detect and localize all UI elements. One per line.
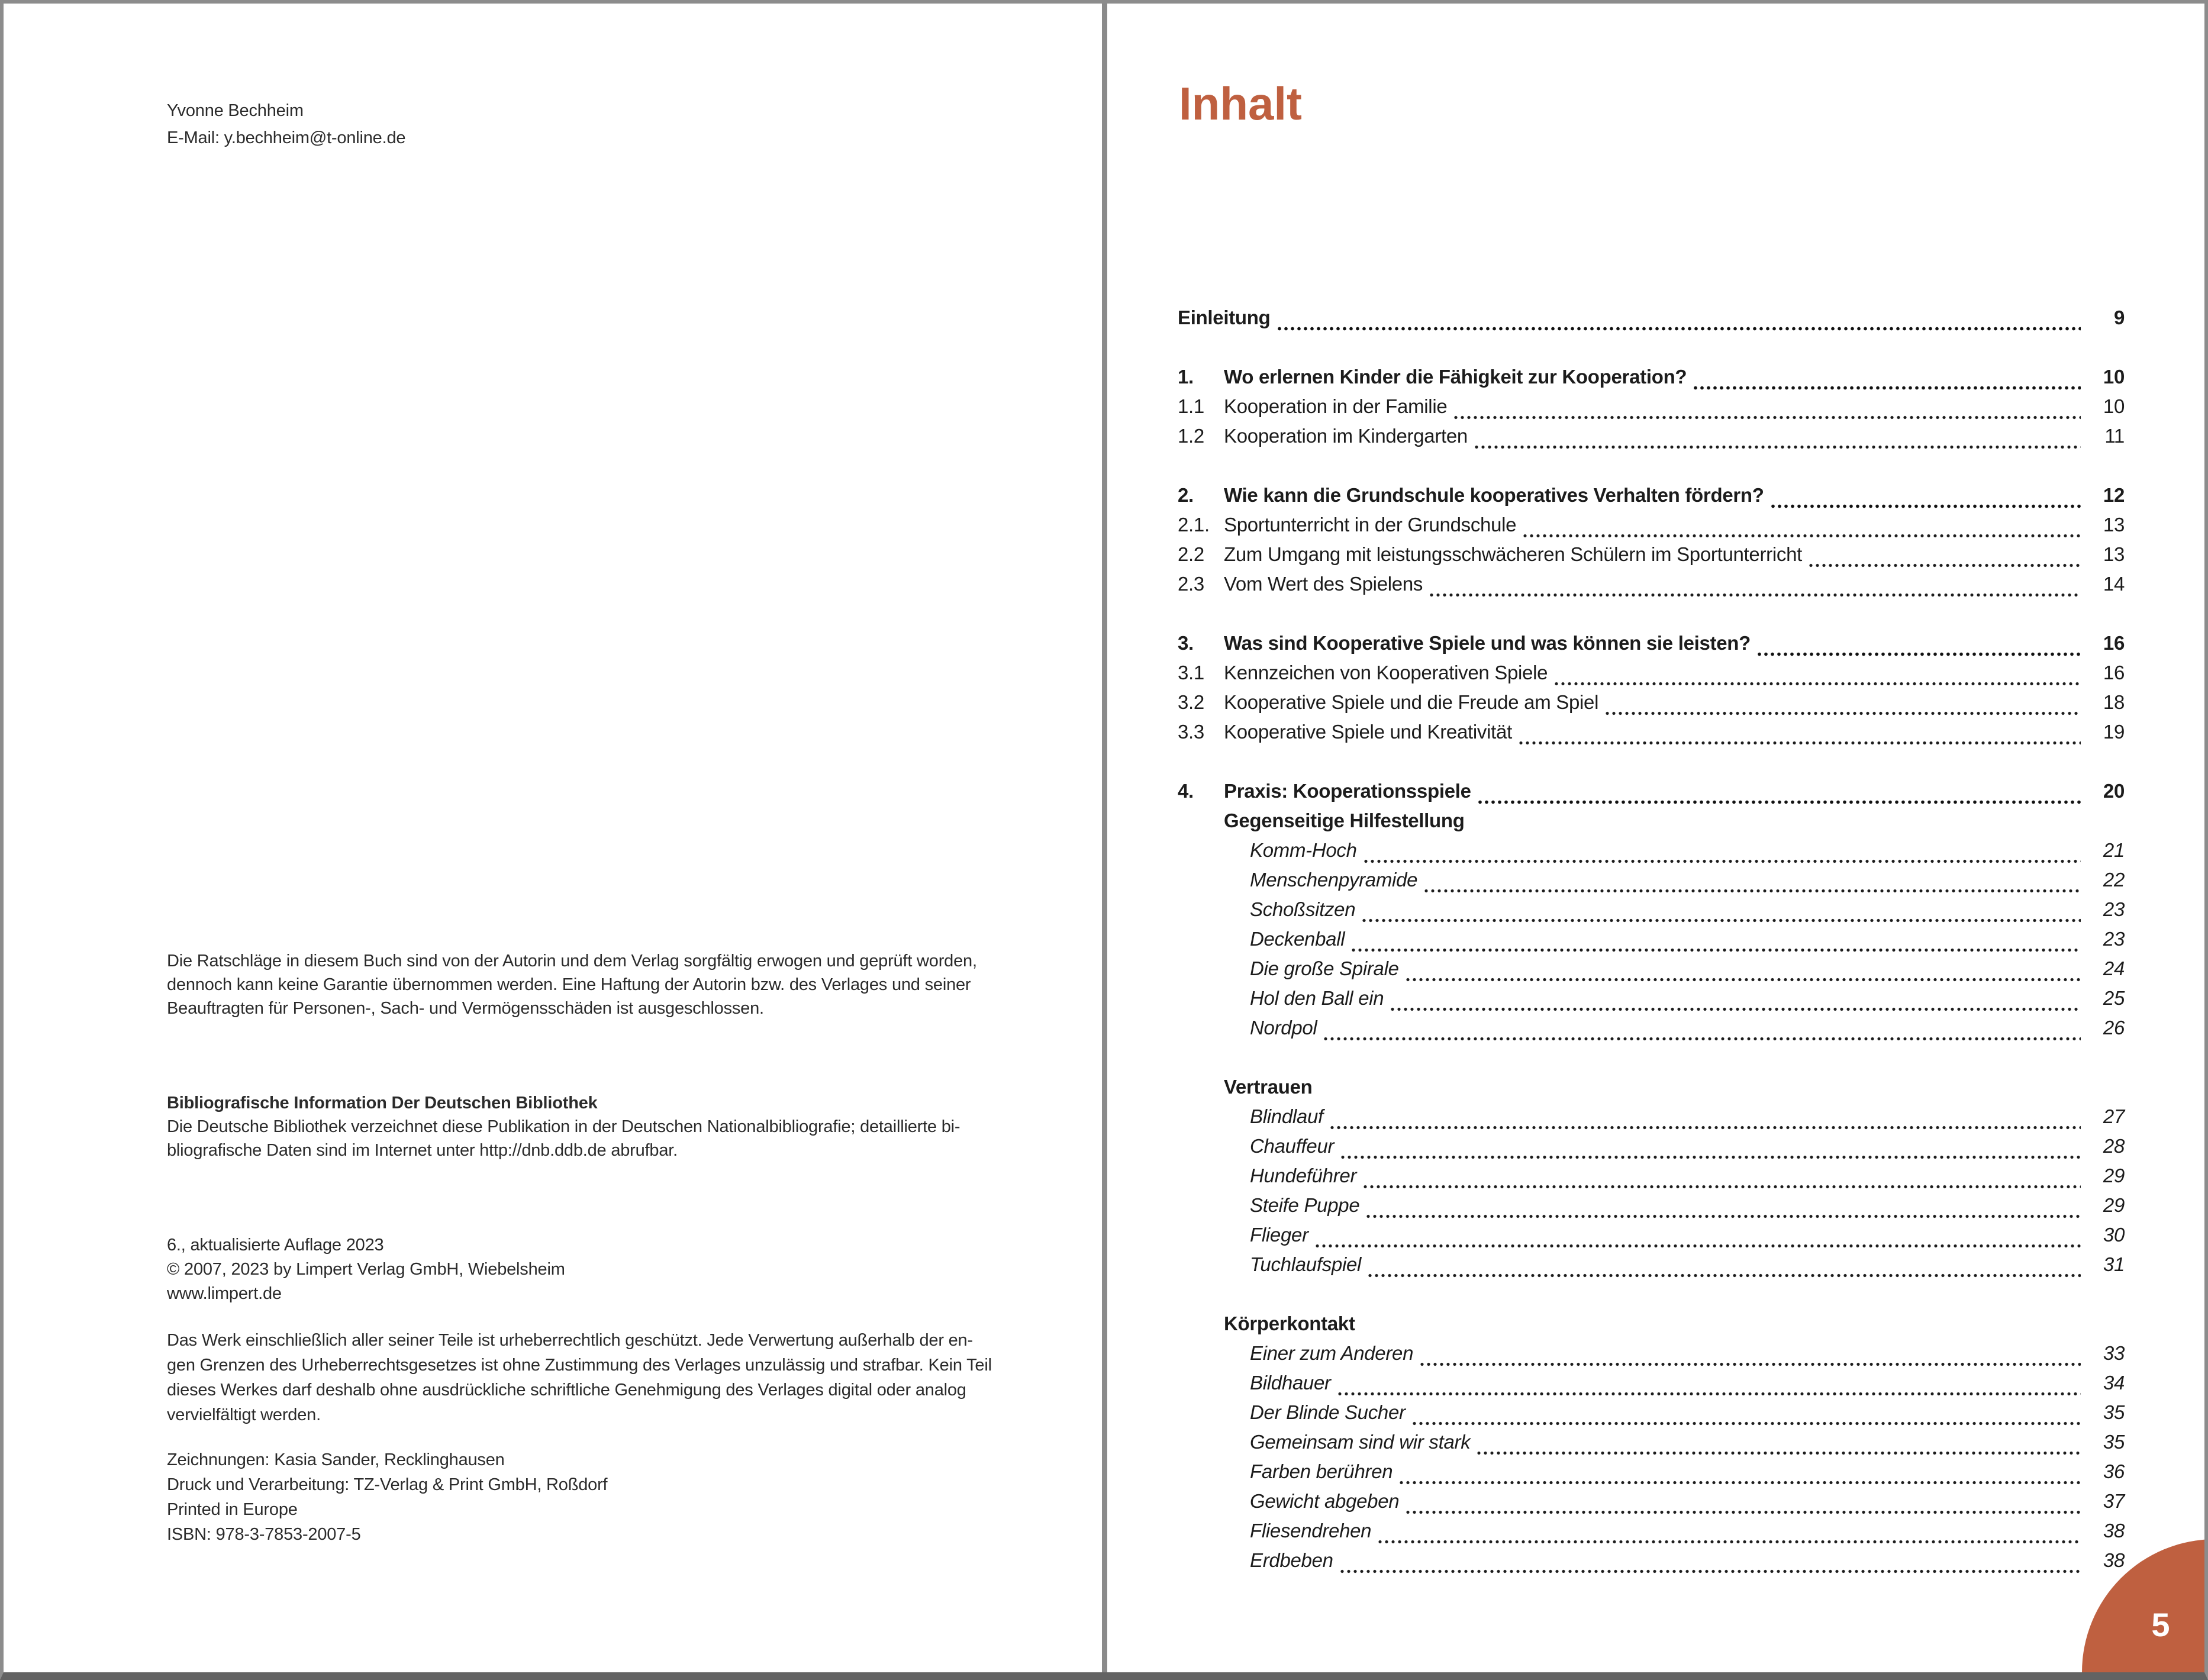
dotted-leader	[1330, 1126, 2081, 1130]
toc-entry	[1178, 573, 2125, 602]
toc-entry-page: 34	[2103, 1372, 2125, 1394]
dotted-leader	[1606, 711, 2081, 715]
toc-entry-label: Hol den Ball ein	[1250, 987, 1384, 1009]
toc-entry-page: 13	[2103, 514, 2125, 536]
toc-entry	[1178, 1490, 2125, 1520]
text-line: www.limpert.de	[167, 1284, 282, 1303]
toc-entry-page: 19	[2103, 721, 2125, 743]
toc-entry-label: Blindlauf	[1250, 1105, 1323, 1127]
toc-entry-page: 23	[2103, 928, 2125, 950]
toc-entry	[1178, 1194, 2125, 1224]
toc-entry	[1178, 1372, 2125, 1401]
toc-entry-number: 2.2	[1178, 543, 1204, 565]
toc-subheading	[1178, 810, 2125, 839]
toc-entry	[1178, 484, 2125, 514]
dotted-leader	[1519, 741, 2081, 745]
dotted-leader	[1364, 1185, 2081, 1189]
toc-entry-label: Wie kann die Grundschule kooperatives Verhalten fördern?	[1224, 484, 1764, 506]
toc-entry-label: Steife Puppe	[1250, 1194, 1360, 1216]
dotted-leader	[1316, 1244, 2081, 1248]
toc-entry-number: 3.3	[1178, 721, 1204, 743]
toc-entry-label: Vom Wert des Spielens	[1224, 573, 1423, 595]
toc-entry	[1178, 1549, 2125, 1579]
table-of-contents-page	[1107, 4, 2204, 1672]
toc-entry-page: 22	[2103, 869, 2125, 891]
toc-entry	[1178, 425, 2125, 454]
toc-entry-label: Gewicht abgeben	[1250, 1490, 1400, 1512]
toc-entry-label: Wo erlernen Kinder die Fähigkeit zur Kooperation?	[1224, 366, 1687, 388]
dotted-leader	[1477, 1451, 2081, 1455]
toc-entry-number: 1.2	[1178, 425, 1204, 447]
toc-entry-label: Die große Spirale	[1250, 957, 1399, 979]
dotted-leader	[1340, 1569, 2081, 1573]
text-line: Die Ratschläge in diesem Buch sind von der Autorin und dem Verlag sorgfältig erwogen und geprüft worden,	[167, 952, 977, 970]
dotted-leader	[1406, 1510, 2081, 1514]
toc-entry-page: 14	[2103, 573, 2125, 595]
toc-subheading	[1178, 1313, 2125, 1342]
imprint-page	[4, 4, 1102, 1672]
dotted-leader	[1406, 978, 2081, 982]
toc-entry-page: 30	[2103, 1224, 2125, 1246]
page-number: 5	[2151, 1606, 2170, 1643]
dotted-leader	[1424, 889, 2081, 893]
toc-entry	[1178, 1135, 2125, 1165]
toc-entry-label: Fliesendrehen	[1250, 1520, 1372, 1542]
toc-entry-number: 2.3	[1178, 573, 1204, 595]
toc-entry-label: Kennzeichen von Kooperativen Spiele	[1224, 662, 1548, 683]
toc-entry-page: 38	[2103, 1549, 2125, 1571]
dotted-leader	[1338, 1392, 2081, 1396]
toc-entry-number: 3.1	[1178, 662, 1204, 683]
toc-entry	[1178, 1253, 2125, 1283]
dotted-leader	[1809, 563, 2081, 567]
page-gutter-divider	[1102, 4, 1107, 1672]
toc-entry-label: Bildhauer	[1250, 1372, 1331, 1394]
toc-entry	[1178, 1105, 2125, 1135]
toc-entry	[1178, 928, 2125, 957]
toc-entry-page: 16	[2103, 632, 2125, 654]
toc-entry-page: 11	[2104, 425, 2125, 447]
bibliographic-heading: Bibliografische Information Der Deutschen Bibliothek	[167, 1094, 598, 1113]
toc-entry	[1178, 1431, 2125, 1460]
toc-entry-label: Chauffeur	[1250, 1135, 1335, 1157]
toc-entry	[1178, 366, 2125, 395]
dotted-leader	[1523, 534, 2081, 538]
text-line: © 2007, 2023 by Limpert Verlag GmbH, Wiebelsheim	[167, 1260, 565, 1279]
toc-entry-number: 3.	[1178, 632, 1194, 654]
toc-entry-number: 1.	[1178, 366, 1194, 388]
dotted-leader	[1324, 1037, 2081, 1041]
toc-subheading	[1178, 1076, 2125, 1105]
toc-entry-label: Kooperative Spiele und die Freude am Spiel	[1224, 691, 1599, 713]
toc-entry-label: Praxis: Kooperationsspiele	[1224, 780, 1471, 802]
toc-entry-label: Einer zum Anderen	[1250, 1342, 1414, 1364]
toc-entry	[1178, 632, 2125, 662]
toc-entry-page: 29	[2103, 1194, 2125, 1216]
toc-entry-page: 10	[2103, 366, 2125, 388]
toc-entry-page: 10	[2103, 395, 2125, 417]
toc-entry-label: Tuchlaufspiel	[1250, 1253, 1362, 1275]
toc-entry-page: 35	[2103, 1431, 2125, 1453]
text-line: dieses Werkes darf deshalb ohne ausdrückliche schriftliche Genehmigung des Verlages digital oder analog	[167, 1381, 966, 1400]
toc-entry-page: 29	[2103, 1165, 2125, 1186]
toc-entry	[1178, 839, 2125, 869]
text-line: E-Mail: y.bechheim@t-online.de	[167, 128, 406, 147]
toc-entry	[1178, 662, 2125, 691]
toc-entry-number: 3.2	[1178, 691, 1204, 713]
toc-entry	[1178, 1224, 2125, 1253]
dotted-leader	[1378, 1540, 2081, 1544]
toc-entry	[1178, 1401, 2125, 1431]
toc-entry-label: Was sind Kooperative Spiele und was können sie leisten?	[1224, 632, 1751, 654]
toc-list	[1178, 307, 2125, 1579]
dotted-leader	[1278, 327, 2081, 331]
toc-entry-page: 25	[2103, 987, 2125, 1009]
toc-entry-page: 12	[2103, 484, 2125, 506]
toc-entry-page: 31	[2103, 1253, 2125, 1275]
text-line: Beauftragten für Personen-, Sach- und Vermögensschäden ist ausgeschlossen.	[167, 999, 764, 1018]
toc-entry-label: Hundeführer	[1250, 1165, 1357, 1186]
text-line: Printed in Europe	[167, 1500, 298, 1519]
toc-entry-label: Kooperative Spiele und Kreativität	[1224, 721, 1512, 743]
toc-subheading-label: Vertrauen	[1224, 1076, 1313, 1098]
dotted-leader	[1352, 948, 2081, 952]
dotted-leader	[1555, 682, 2081, 686]
toc-entry	[1178, 307, 2125, 336]
toc-entry-page: 23	[2103, 898, 2125, 920]
toc-entry-number: 2.1.	[1178, 514, 1210, 536]
disclaimer-paragraph	[167, 949, 977, 1020]
toc-entry	[1178, 1165, 2125, 1194]
toc-entry	[1178, 869, 2125, 898]
toc-entry-page: 21	[2103, 839, 2125, 861]
toc-entry-page: 37	[2103, 1490, 2125, 1512]
toc-entry	[1178, 543, 2125, 573]
dotted-leader	[1454, 415, 2081, 420]
dotted-leader	[1475, 445, 2081, 449]
toc-entry	[1178, 898, 2125, 928]
text-line: bliografische Daten sind im Internet unter http://dnb.ddb.de abrufbar.	[167, 1141, 678, 1160]
text-line: Das Werk einschließlich aller seiner Teile ist urheberrechtlich geschützt. Jede Verwertung außerhalb der en-	[167, 1331, 973, 1350]
toc-entry-label: Der Blinde Sucher	[1250, 1401, 1406, 1423]
toc-entry-label: Nordpol	[1250, 1017, 1317, 1039]
toc-entry-label: Kooperation im Kindergarten	[1224, 425, 1468, 447]
dotted-leader	[1341, 1155, 2081, 1159]
dotted-leader	[1391, 1007, 2081, 1011]
dotted-leader	[1478, 800, 2081, 804]
toc-subheading-label: Gegenseitige Hilfestellung	[1224, 810, 1465, 831]
toc-entry-page: 35	[2103, 1401, 2125, 1423]
dotted-leader	[1368, 1273, 2081, 1278]
toc-entry-label: Erdbeben	[1250, 1549, 1333, 1571]
toc-subheading-label: Körperkontakt	[1224, 1313, 1355, 1334]
toc-entry	[1178, 1017, 2125, 1046]
author-contact-block	[167, 97, 405, 151]
dotted-leader	[1771, 504, 2081, 508]
toc-entry-label: Deckenball	[1250, 928, 1345, 950]
toc-entry-page: 13	[2103, 543, 2125, 565]
dotted-leader	[1420, 1362, 2081, 1366]
bibliographic-info-block	[167, 1091, 960, 1162]
toc-entry-number: 4.	[1178, 780, 1194, 802]
text-line: dennoch kann keine Garantie übernommen werden. Eine Haftung der Autorin bzw. des Verlages und seiner	[167, 975, 971, 994]
toc-entry	[1178, 957, 2125, 987]
toc-entry-page: 36	[2103, 1460, 2125, 1482]
text-line: 6., aktualisierte Auflage 2023	[167, 1236, 384, 1255]
dotted-leader	[1364, 859, 2081, 863]
toc-entry-label: Menschenpyramide	[1250, 869, 1418, 891]
toc-entry-page: 38	[2103, 1520, 2125, 1542]
toc-entry-page: 28	[2103, 1135, 2125, 1157]
dotted-leader	[1694, 386, 2081, 390]
toc-entry-page: 16	[2103, 662, 2125, 683]
page-title: Inhalt	[1179, 78, 1302, 130]
edition-copyright-block	[167, 1233, 565, 1306]
text-line: gen Grenzen des Urheberrechtsgesetzes ist ohne Zustimmung des Verlages unzulässig und strafbar. Kein Teil	[167, 1356, 992, 1375]
production-isbn-block	[167, 1447, 607, 1547]
toc-entry-label: Sportunterricht in der Grundschule	[1224, 514, 1517, 536]
bibliographic-text	[167, 1115, 960, 1162]
text-line: Zeichnungen: Kasia Sander, Recklinghausen	[167, 1450, 505, 1469]
dotted-leader	[1362, 918, 2081, 923]
text-line: Yvonne Bechheim	[167, 101, 304, 120]
toc-entry	[1178, 691, 2125, 721]
dotted-leader	[1366, 1214, 2081, 1218]
toc-entry	[1178, 987, 2125, 1017]
dotted-leader	[1758, 652, 2081, 656]
toc-entry-page: 24	[2103, 957, 2125, 979]
text-line: Druck und Verarbeitung: TZ-Verlag & Print GmbH, Roßdorf	[167, 1475, 608, 1494]
toc-entry-label: Kooperation in der Familie	[1224, 395, 1448, 417]
toc-entry	[1178, 721, 2125, 750]
toc-entry-label: Komm-Hoch	[1250, 839, 1357, 861]
toc-entry-label: Flieger	[1250, 1224, 1308, 1246]
toc-entry-page: 26	[2103, 1017, 2125, 1039]
toc-entry	[1178, 395, 2125, 425]
toc-entry-page: 18	[2103, 691, 2125, 713]
toc-entry-label: Schoßsitzen	[1250, 898, 1356, 920]
toc-entry-page: 33	[2103, 1342, 2125, 1364]
rights-paragraph	[167, 1328, 992, 1427]
text-line: vervielfältigt werden.	[167, 1405, 321, 1424]
toc-entry	[1178, 1460, 2125, 1490]
toc-entry	[1178, 1520, 2125, 1549]
dotted-leader	[1413, 1421, 2081, 1426]
toc-entry-label: Gemeinsam sind wir stark	[1250, 1431, 1471, 1453]
toc-entry-label: Zum Umgang mit leistungsschwächeren Schülern im Sportunterricht	[1224, 543, 1803, 565]
text-line: ISBN: 978-3-7853-2007-5	[167, 1525, 361, 1544]
toc-entry-label: Farben berühren	[1250, 1460, 1393, 1482]
toc-entry-page: 20	[2103, 780, 2125, 802]
dotted-leader	[1430, 593, 2081, 597]
toc-entry	[1178, 780, 2125, 810]
toc-entry	[1178, 514, 2125, 543]
toc-entry-label: Einleitung	[1178, 307, 1271, 328]
toc-entry-number: 2.	[1178, 484, 1194, 506]
toc-entry-number: 1.1	[1178, 395, 1204, 417]
dotted-leader	[1400, 1481, 2081, 1485]
text-line: Die Deutsche Bibliothek verzeichnet diese Publikation in der Deutschen Nationalbibliografie; detaillierte bi-	[167, 1117, 960, 1136]
toc-entry-page: 27	[2103, 1105, 2125, 1127]
toc-entry-page: 9	[2113, 307, 2125, 328]
toc-entry	[1178, 1342, 2125, 1372]
